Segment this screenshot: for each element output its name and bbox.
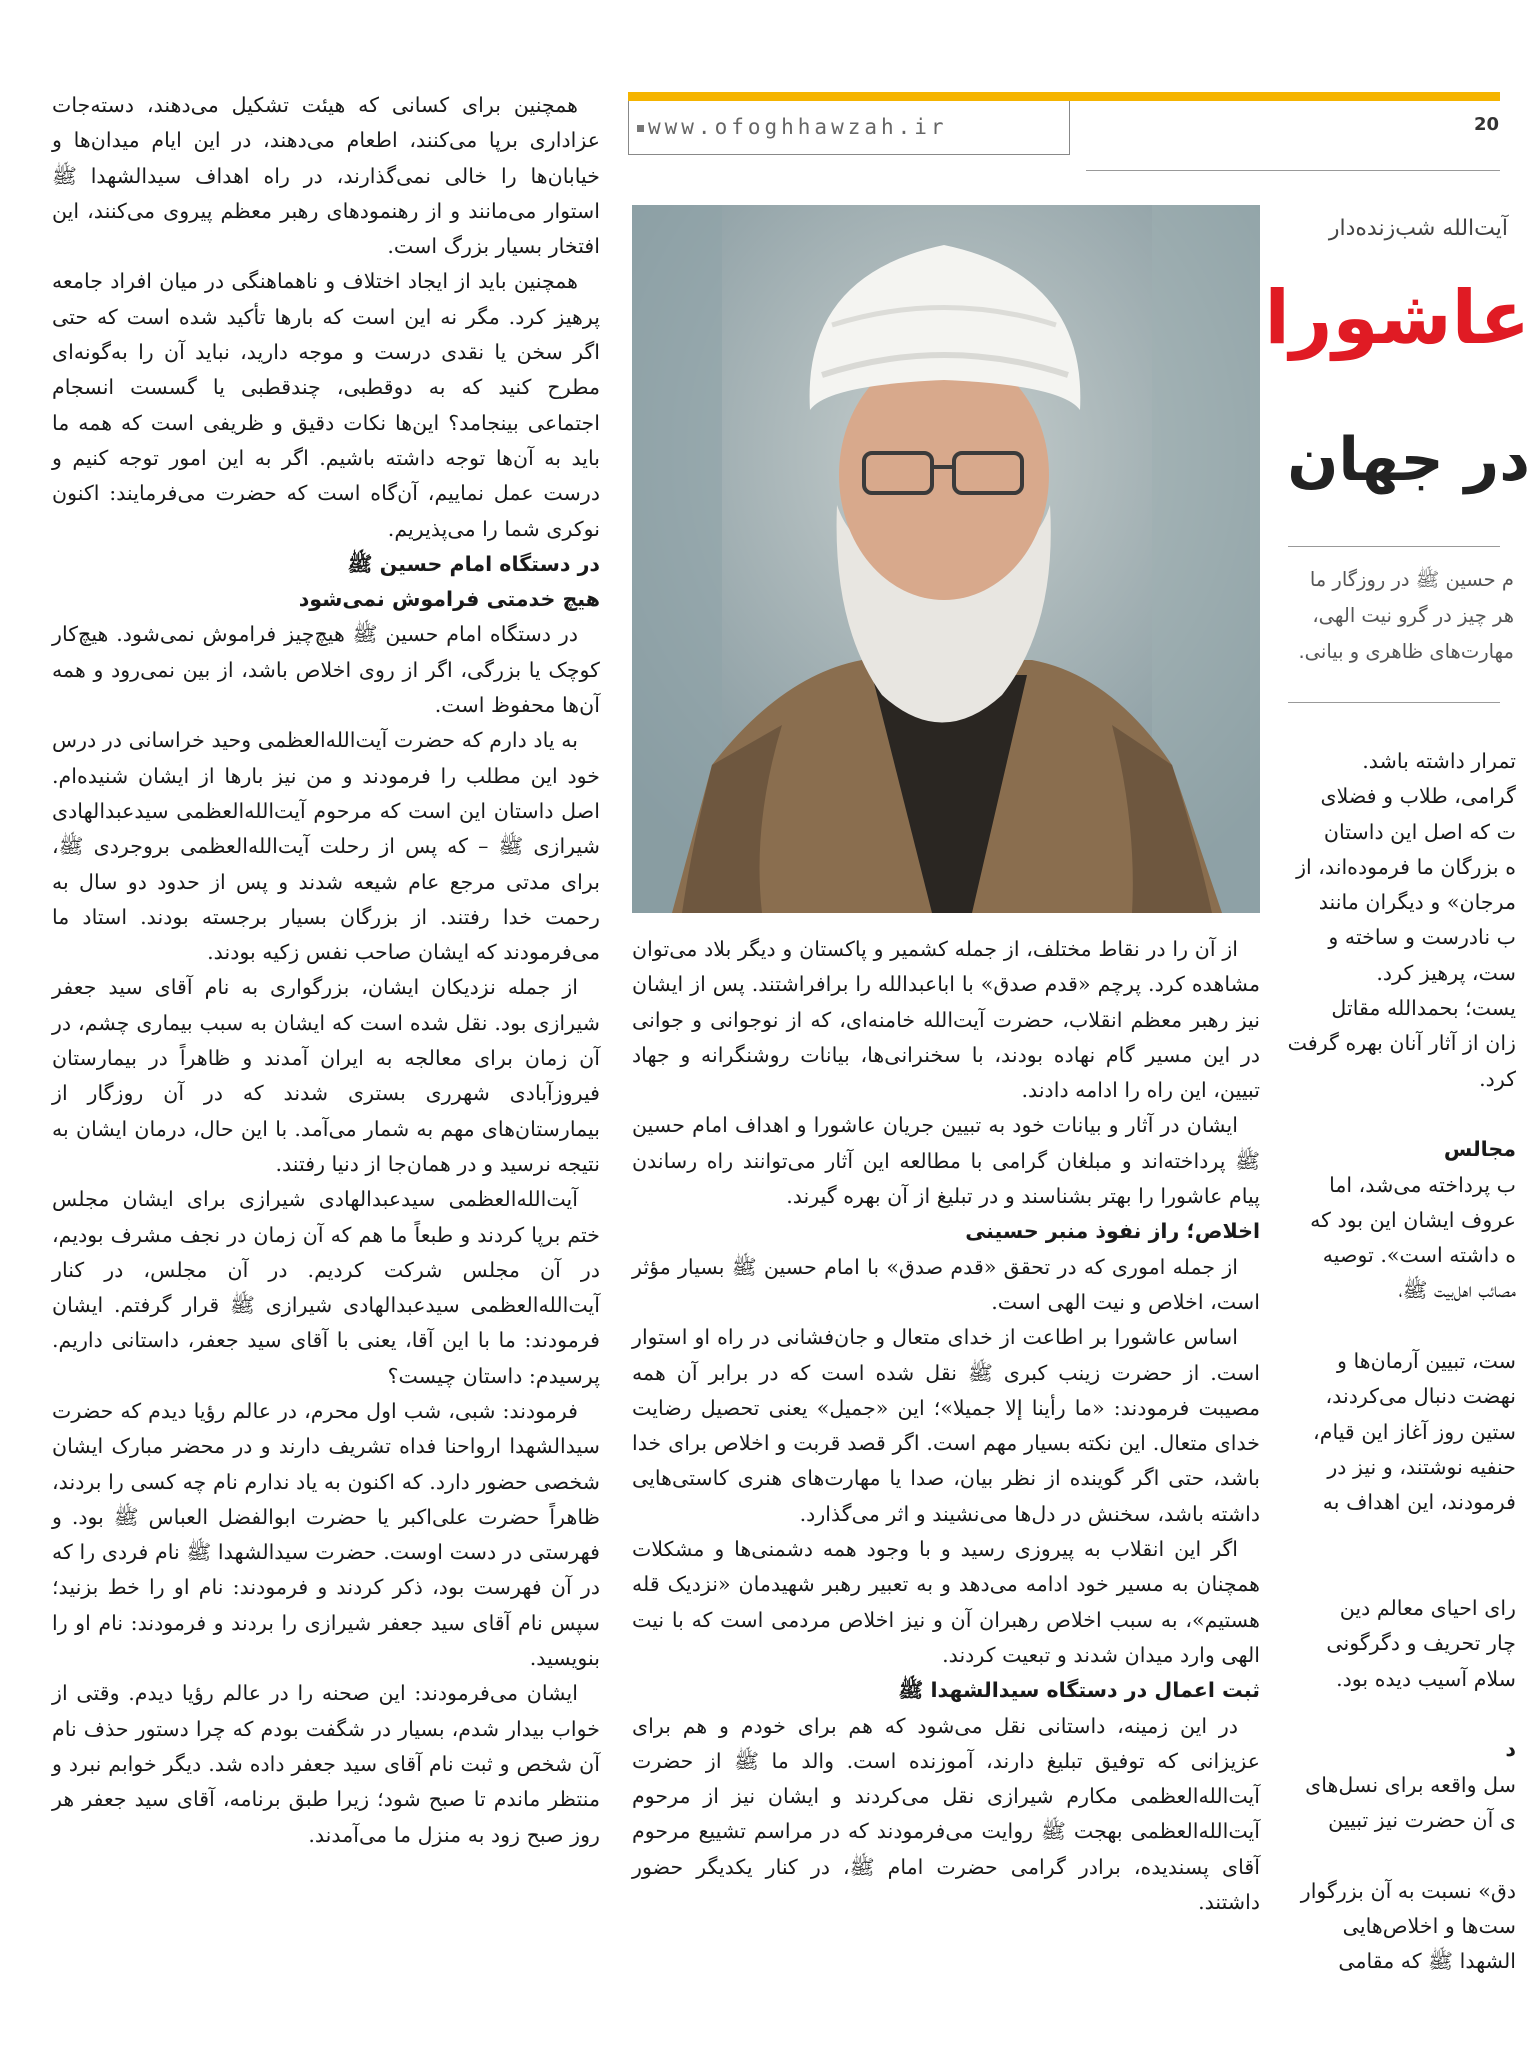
paragraph: فرمودند: شبی، شب اول محرم، در عالم رؤیا دیدم که حضرت سیدالشهدا ارواحنا فداه تشریف دارند و در محضر مبارک ایشان شخصی حضور دارد. که اکنون به یاد ندارم نام چه کسی را بردند، ظاهراً حضرت علی‌اکبر یا حضرت ابوالفضل العباس ﷺ بود. و فهرستی در دست اوست. حضرت سیدالشهدا ﷺ نام فردی را که در آن فهرست بود، ذکر کردند و فرمودند: نام او را خط بزنید؛ سپس نام آقای سید جعفر شیرازی را بردند و فرمودند: نام او را بنویسید. <box>52 1398 600 1671</box>
article-column-left <box>52 88 600 2064</box>
text-line <box>1276 1697 1516 1732</box>
text-line: یست؛ بحمدالله مقاتل <box>1331 996 1516 1021</box>
section-subheading: اخلاص؛ راز نفوذ منبر حسینی <box>965 1219 1260 1244</box>
portrait-illustration <box>632 205 1260 913</box>
text-line: ت که اصل این داستان <box>1323 819 1516 844</box>
text-line: کرد. <box>1479 1066 1516 1091</box>
paragraph: ایشان در آثار و بیانات خود به تبیین جریان عاشورا و اهداف امام حسین ﷺ پرداخته‌اند و مبلغان گرامی با مطالعه این آثار می‌توانند راه رساندن پیام عاشورا را بهتر بشناسند و در تبلیغ از آن بهره گیرند. <box>632 1113 1260 1209</box>
text-line: چار تحریف و دگرگونی <box>1326 1631 1516 1656</box>
paragraph: ایشان می‌فرمودند: این صحنه را در عالم رؤیا دیدم. وقتی از خواب بیدار شدم، بسیار در شگفت بودم که چرا دستور حذف نام آن شخص و ثبت نام آقای سید جعفر داده شد. دیگر خوابم نبرد و منتظر ماندم تا صبح شود؛ زیرا طبق برنامه، آقای سید جعفر هر روز صبح زود به منزل ما می‌آمدند. <box>52 1681 600 1847</box>
article-column-middle <box>632 932 1260 2064</box>
lead-paragraph <box>1274 562 1514 670</box>
paragraph: از آن را در نقاط مختلف، از جمله کشمیر و پاکستان و دیگر بلاد می‌توان مشاهده کرد. پرچم «قدم صدق» با اباعبدالله را برافراشتند. پس از ایشان نیز رهبر معظم انقلاب، حضرت آیت‌الله خامنه‌ای، که از نوجوانی و جوانی در این مسیر گام نهاده بودند، با سخنرانی‌ها، بیانات روشنگرانه و جهاد تبیین، این راه را ادامه دادند. <box>632 937 1260 1103</box>
text-line: مجالس <box>1443 1137 1516 1162</box>
lead-line: مهارت‌های ظاهری و بیانی. <box>1298 640 1514 663</box>
paragraph: از جمله نزدیکان ایشان، بزرگواری به نام آقای سید جعفر شیرازی بود. نقل شده است که ایشان به سبب بیماری چشم، در آن زمان برای معالجه به ایران آمدند و ظاهراً در بیمارستان فیروزآبادی شهرری بستری شدند که در آن روزگار از بیمارستان‌های مهم به شمار می‌آمد. با این حال، درمان ایشان به نتیجه نرسید و در همان‌جا از دنیا رفتند. <box>52 975 600 1176</box>
text-line <box>1276 1097 1516 1132</box>
text-line: ست، پرهیز کرد. <box>1376 960 1516 985</box>
text-line: فرمودند، این اهداف به <box>1322 1490 1516 1515</box>
text-line: زان از آثار آنان بهره گرفت <box>1287 1031 1516 1056</box>
paragraph: اگر این انقلاب به پیروزی رسید و با وجود همه دشمنی‌ها و مشکلات همچنان به مسیر خود ادامه می‌دهد و به تعبیر رهبر شهیدمان «نزدیک قله هستیم»، به سبب اخلاص رهبران آن و نیز اخلاص مردمی است که با نیت الهی وارد میدان شدند و تبعیت کردند. <box>632 1537 1260 1667</box>
text-line: گرامی، طلاب و فضلای <box>1320 784 1516 809</box>
lead-line: م حسین ﷺ در روزگار ما <box>1309 568 1514 591</box>
lead-line: هر چیز در گرو نیت الهی، <box>1312 604 1514 627</box>
text-line: ب پرداخته می‌شد، اما <box>1329 1172 1516 1197</box>
portrait-photo <box>632 205 1260 913</box>
text-line: ی آن حضرت نیز تبیین <box>1328 1807 1516 1832</box>
lead-rule-top <box>1288 546 1500 547</box>
right-column-text <box>1276 744 1516 1979</box>
text-line: الشهدا ﷺ که مقامی <box>1338 1949 1516 1974</box>
section-subheading: در دستگاه امام حسین ﷺ <box>347 551 600 576</box>
text-line: حنفیه نوشتند، و نیز در <box>1327 1454 1516 1479</box>
bullet-icon <box>637 125 644 132</box>
paragraph: همچنین باید از ایجاد اختلاف و ناهماهنگی در میان افراد جامعه پرهیز کرد. مگر نه این است که بارها تأکید شده است که حتی اگر سخن یا نقدی درست و موجه دارید، نباید آن را به‌گونه‌ای مطرح کنید که به دوقطبی، چندقطبی یا گسست انسجام اجتماعی بینجامد؟ این‌ها نکات دقیق و ظریفی است که همه ما باید به آن‌ها توجه داشته باشیم. اگر به این امور توجه کنیم و درست عمل نماییم، آن‌گاه است که حضرت می‌فرمایند: اکنون نوکری شما را می‌پذیریم. <box>52 269 600 541</box>
text-line: تمرار داشته باشد. <box>1362 749 1516 773</box>
headline-secondary: در جهان <box>1287 425 1530 495</box>
text-line: ه داشته است». توصیه <box>1322 1243 1516 1268</box>
page-number: 20 <box>1474 114 1500 135</box>
text-line: عروف ایشان این بود که <box>1310 1207 1516 1232</box>
paragraph: در دستگاه امام حسین ﷺ هیچ‌چیز فراموش نمی‌شود. هیچ‌کار کوچک یا بزرگی، اگر از روی اخلاص باشد، از بین نمی‌رود و همه آن‌ها محفوظ است. <box>52 622 600 718</box>
paragraph: اساس عاشورا بر اطاعت از خدای متعال و جان‌فشانی در راه او استوار است. از حضرت زینب کبری ﷺ نقل شده است که در برابر آن همه مصیبت فرمودند: «ما رأینا إلا جمیلا»؛ این «جمیل» یعنی تحصیل رضایت خدای متعال. این نکته بسیار مهم است. اگر قصد قربت و اخلاص برای خدا باشد، حتی اگر گوینده از نظر بیان، صدا یا مهارت‌های هنری کاستی‌هایی داشته باشد، سخنش در دل‌ها می‌نشیند و اثر می‌گذارد. <box>632 1325 1260 1526</box>
text-line: مصائب اهل‌بیت ﷺ، <box>1398 1278 1516 1303</box>
paragraph: همچنین برای کسانی که هیئت تشکیل می‌دهند، دسته‌جات عزاداری برپا می‌کنند، اطعام می‌دهند، در این ایام میدان‌ها و خیابان‌ها را خالی نمی‌گذارند، در راه اهداف سیدالشهدا ﷺ استوار می‌مانند و از رهنمودهای رهبر معظم پیروی می‌کنند، این افتخار بسیار بزرگ است. <box>52 93 600 259</box>
text-line: دق» نسبت به آن بزرگوار <box>1300 1878 1516 1903</box>
section-subheading: ثبت اعمال در دستگاه سیدالشهدا ﷺ <box>898 1678 1260 1703</box>
website-url-box[interactable] <box>628 101 1070 155</box>
paragraph: در این زمینه، داستانی نقل می‌شود که هم برای خودم و هم برای عزیزانی که توفیق تبلیغ دارند، آموزنده است. والد ما ﷺ از حضرت آیت‌الله‌العظمی مکارم شیرازی نقل می‌کردند و ایشان نیز از مرحوم آیت‌الله‌العظمی بهجت ﷺ روایت می‌فرمودند که در مراسم تشییع مرحوم آقای پسندیده، برادر گرامی حضرت امام ﷺ، در کنار یکدیگر حضور داشتند. <box>632 1713 1260 1915</box>
paragraph: به یاد دارم که حضرت آیت‌الله‌العظمی وحید خراسانی در درس خود این مطلب را فرمودند و من نیز بارها از ایشان شنیده‌ام. اصل داستان این است که مرحوم آیت‌الله‌العظمی سیدعبدالهادی شیرازی ﷺ – که پس از رحلت آیت‌الله‌العظمی بروجردی ﷺ، برای مدتی مرجع عام شیعه شدند و پس از حدود دو سال به رحمت خدا رفتند. از بزرگان بسیار برجسته بودند. استاد ما می‌فرمودند که ایشان صاحب نفس زکیه بودند. <box>52 728 600 965</box>
text-line <box>1276 1521 1516 1556</box>
text-line: نهضت دنبال می‌کردند، <box>1325 1384 1516 1409</box>
lead-rule-bottom <box>1288 702 1500 703</box>
text-line <box>1276 1309 1516 1344</box>
article-column-right <box>1264 0 1530 2064</box>
text-line <box>1276 1556 1516 1591</box>
paragraph: آیت‌الله‌العظمی سیدعبدالهادی شیرازی برای ایشان مجلس ختم برپا کردند و طبعاً ما هم که آن زمان در نجف مشرف بودیم، در آن مجلس شرکت کردیم. در آن مجلس، در کنار آیت‌الله‌العظمی سیدعبدالهادی شیرازی ﷺ قرار گرفتم. ایشان فرمودند: ما با این آقا، یعنی با آقای سید جعفر، داستانی داریم. پرسیدم: داستان چیست؟ <box>52 1187 600 1388</box>
text-line: ست‌ها و اخلاص‌هایی <box>1342 1913 1516 1938</box>
headline-main: عاشورا <box>1264 275 1530 361</box>
text-line: ب نادرست و ساخته و <box>1328 925 1516 950</box>
author-name: آیت‌الله شب‌زنده‌دار <box>1328 216 1508 241</box>
text-line: ست، تبیین آرمان‌ها و <box>1337 1349 1516 1374</box>
paragraph: از جمله اموری که در تحقق «قدم صدق» با امام حسین ﷺ بسیار مؤثر است، اخلاص و نیت الهی است. <box>632 1254 1260 1314</box>
text-line: سلام آسیب دیده بود. <box>1336 1666 1516 1691</box>
text-line: رای احیای معالم دین <box>1339 1596 1516 1621</box>
text-line <box>1276 1838 1516 1873</box>
text-line: ستین روز آغاز این قیام، <box>1313 1419 1516 1444</box>
section-subheading: هیچ خدمتی فراموش نمی‌شود <box>298 587 600 612</box>
website-url[interactable]: www.ofoghhawzah.ir <box>648 115 948 139</box>
text-line: ه بزرگان ما فرموده‌اند، از <box>1296 854 1516 879</box>
text-line: مرجان» و دیگران مانند <box>1318 890 1516 915</box>
text-line: سل واقعه برای نسل‌های <box>1305 1772 1516 1797</box>
text-line: د <box>1505 1737 1516 1762</box>
